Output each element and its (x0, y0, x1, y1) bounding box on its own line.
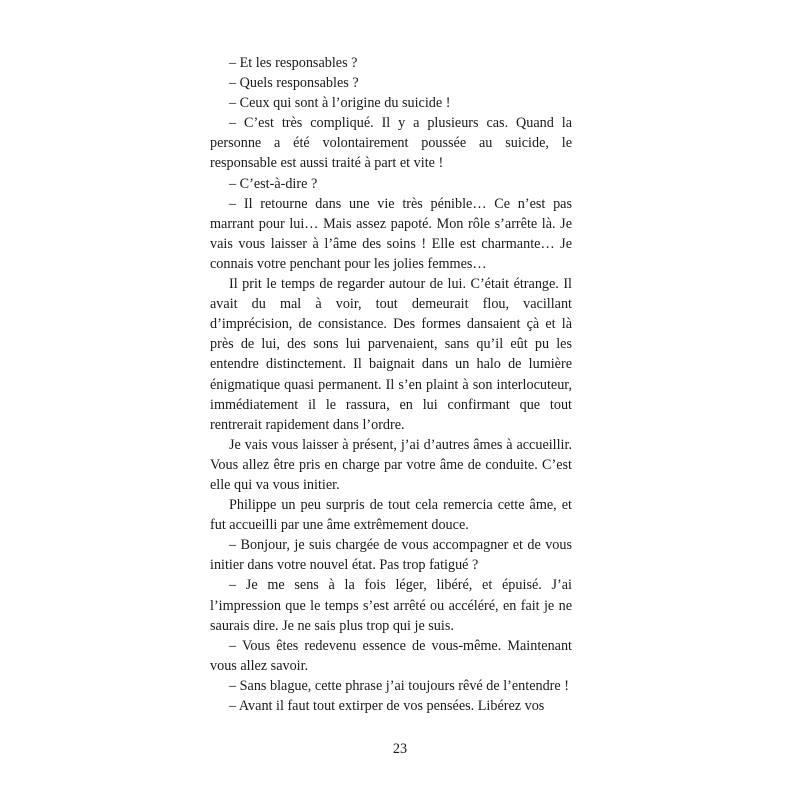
paragraph: – C’est-à-dire ? (229, 175, 318, 192)
paragraph: Je vais vous laisser à présent, j’ai d’autres âmes à accueillir. Vous allez être pris en charge par votre âme de conduite. C’est elle qui va vous initier. (210, 436, 572, 493)
paragraph: – Ceux qui sont à l’origine du suicide ! (229, 95, 451, 112)
body-text (210, 53, 572, 716)
paragraph: – Il retourne dans une vie très pénible… Ce n’est pas marrant pour lui… Mais assez papoté. Mon rôle s’arrête là. Je vais vous laisser à l’âme des soins ! Elle est charmante… Je connais votre penchant pour les jolies femmes… (210, 195, 572, 272)
paragraph: – Quels responsables ? (229, 75, 359, 92)
paragraph: – C’est très compliqué. Il y a plusieurs cas. Quand la personne a été volontairement poussée au suicide, le responsable est aussi traité à part et vite ! (210, 115, 572, 172)
paragraph: – Avant il faut tout extirper de vos pensées. Libérez vos (229, 698, 545, 714)
paragraph: – Vous êtes redevenu essence de vous-même. Maintenant vous allez savoir. (210, 637, 572, 674)
paragraph: – Et les responsables ? (229, 55, 358, 71)
page-number: 23 (392, 741, 408, 757)
paragraph: – Je me sens à la fois léger, libéré, et épuisé. J’ai l’impression que le temps s’est arrêté ou accéléré, en fait je ne saurais dire. Je ne sais plus trop qui je suis. (210, 577, 572, 634)
paragraph: Philippe un peu surpris de tout cela remercia cette âme, et fut accueilli par une âme extrêmement douce. (210, 497, 572, 534)
paragraph: Il prit le temps de regarder autour de lui. C’était étrange. Il avait du mal à voir, tout demeurait flou, vacillant d’imprécision, de consistance. Des formes dansaient çà et là près de lui, des sons lui parvenaient, sans qu’il eût pu les entendre distinctement. Il baignait dans un halo de lumière énigmatique quasi permanent. Il s’en plaint à son interlocuteur, immédiatement il le rassura, en lui confirmant que tout rentrerait rapidement dans l’ordre. (210, 276, 572, 433)
paragraph: – Bonjour, je suis chargée de vous accompagner et de vous initier dans votre nouvel état. Pas trop fatigué ? (210, 537, 572, 574)
paragraph: – Sans blague, cette phrase j’ai toujours rêvé de l’entendre ! (229, 677, 569, 694)
